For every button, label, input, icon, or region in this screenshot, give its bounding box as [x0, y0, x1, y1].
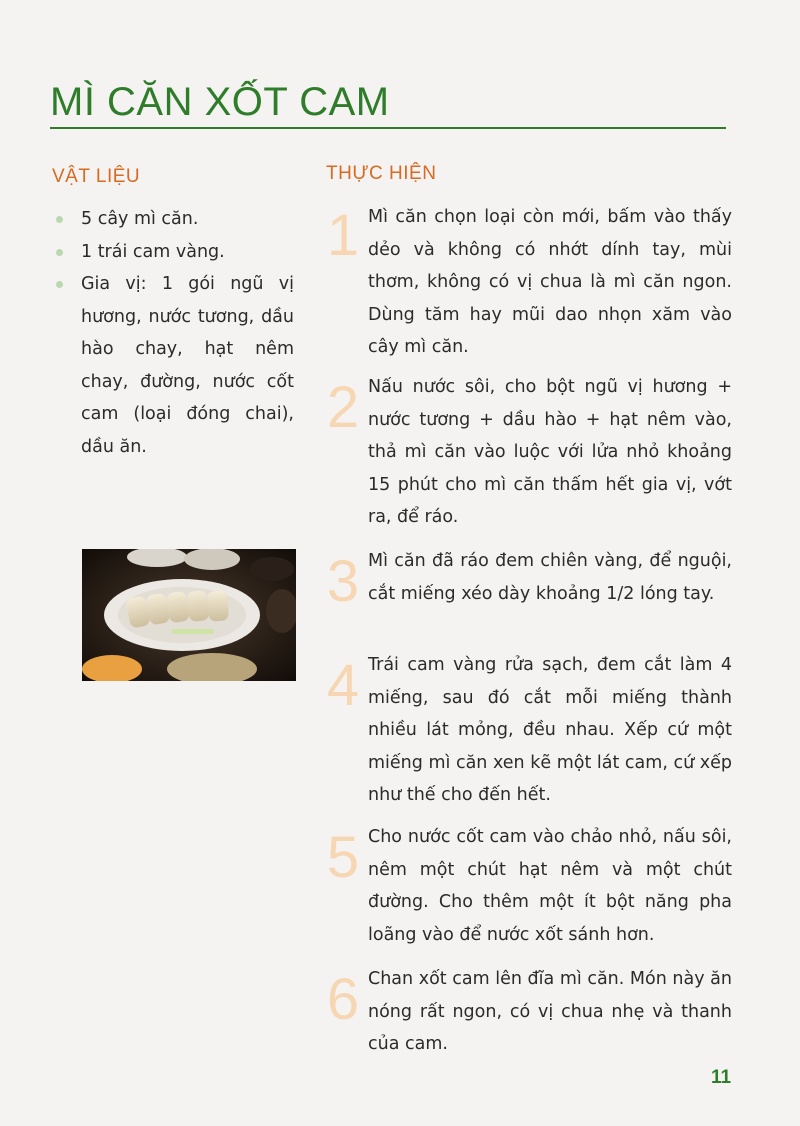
recipe-title: MÌ CĂN XỐT CAM — [50, 80, 390, 124]
title-divider — [50, 127, 726, 129]
step-number: 2 — [326, 375, 360, 440]
ingredients-heading: VẬT LIỆU — [52, 166, 141, 187]
bullet-icon — [56, 249, 63, 256]
step-text: Trái cam vàng rửa sạch, đem cắt làm 4 miếng, sau đó cắt mỗi miếng thành nhiều lát mỏng, đều nhau. Xếp cứ một miếng mì căn xen kẽ một lát cam, cứ xếp như thế cho đến hết. — [368, 655, 732, 805]
page-number: 11 — [711, 1067, 732, 1088]
step-text: Chan xốt cam lên đĩa mì căn. Món này ăn nóng rất ngon, có vị chua nhẹ và thanh của cam. — [368, 969, 732, 1054]
step-text: Mì căn chọn loại còn mới, bấm vào thấy dẻo và không có nhớt dính tay, mùi thơm, không có vị chua là mì căn ngon. Dùng tăm hay mũi dao nhọn xăm vào cây mì căn. — [368, 207, 732, 357]
ingredient-text: 5 cây mì căn. — [81, 209, 199, 229]
bullet-icon — [56, 216, 63, 223]
ingredient-item — [56, 203, 294, 236]
step-number: 6 — [326, 967, 360, 1032]
step-number: 1 — [326, 203, 360, 268]
dish-illustration — [82, 549, 296, 681]
recipe-photo — [82, 549, 296, 681]
method-heading: THỰC HIỆN — [326, 163, 437, 184]
ingredient-item — [56, 268, 294, 463]
ingredient-text: 1 trái cam vàng. — [81, 241, 225, 262]
step-number: 4 — [326, 653, 360, 718]
ingredient-item — [56, 236, 294, 269]
ingredients-list — [56, 203, 294, 463]
bullet-icon — [56, 281, 63, 288]
step-number: 3 — [326, 549, 360, 614]
step-text: Mì căn đã ráo đem chiên vàng, để nguội, cắt miếng xéo dày khoảng 1/2 lóng tay. — [368, 551, 732, 604]
step-number: 5 — [326, 825, 360, 890]
step-text: Nấu nước sôi, cho bột ngũ vị hương + nước tương + dầu hào + hạt nêm vào, thả mì căn vào luộc với lửa nhỏ khoảng 15 phút cho mì căn thấm hết gia vị, vớt ra, để ráo. — [368, 377, 732, 527]
ingredient-text: Gia vị: 1 gói ngũ vị hương, nước tương, dầu hào chay, hạt nêm chay, đường, nước cốt cam (loại đóng chai), dầu ăn. — [81, 274, 294, 457]
step-text: Cho nước cốt cam vào chảo nhỏ, nấu sôi, nêm một chút hạt nêm và một chút đường. Cho thêm một ít bột năng pha loãng vào để nước xốt sánh hơn. — [368, 827, 732, 945]
